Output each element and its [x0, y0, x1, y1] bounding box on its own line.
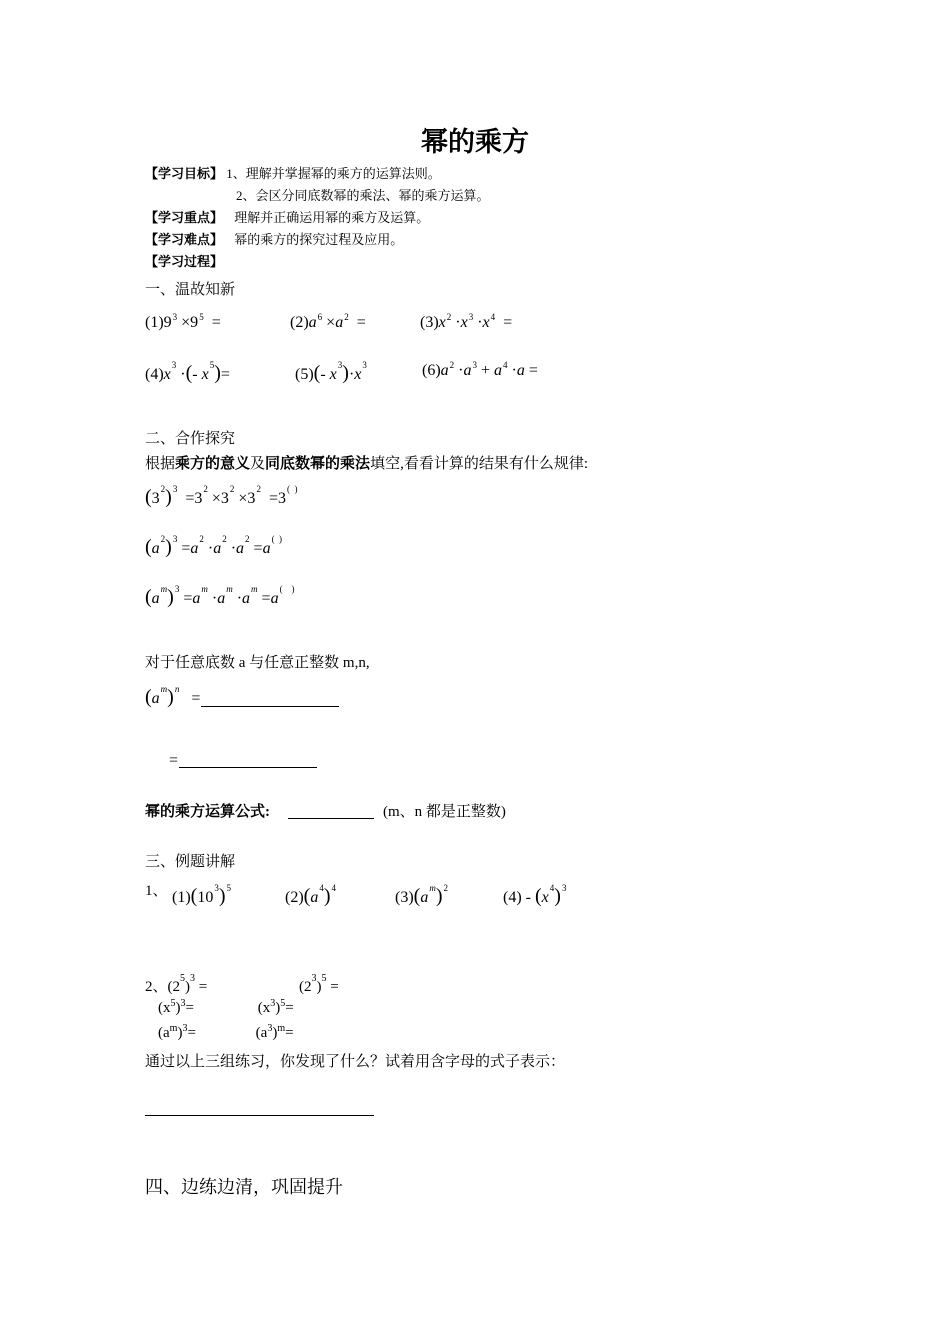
formula-note: (m、n 都是正整数) [383, 804, 506, 820]
goal-1: 1、理解并掌握幂的乘方的运算法则。 [226, 166, 441, 181]
formula-blank[interactable] [288, 818, 374, 819]
learning-focus [145, 207, 429, 229]
explore-row-1: $(3^2)^3 =3^2 \times 3^2 \times 3^2 =3^{( )}$ [145, 484, 298, 508]
general-expression: $(a^m)^n$ = [145, 684, 201, 708]
answer-blank-2[interactable] [179, 767, 317, 768]
focus-label: 【学习重点】 [145, 210, 224, 225]
example2-row-2: $(x^5)^3= (x^3)^5=$ [158, 998, 294, 1016]
example1-a: $(1)(10^3)^5$ [172, 883, 231, 907]
focus-text: 理解并正确运用幂的乘方及运算。 [234, 210, 430, 225]
formula-label: 幂的乘方运算公式: [145, 804, 270, 820]
answer-blank-1[interactable] [201, 706, 339, 707]
difficulty-label: 【学习难点】 [145, 232, 224, 247]
example1-c: $(3)(a^m)^2$ [395, 883, 448, 907]
section4-heading: 四、边练边清，巩固提升 [145, 1177, 343, 1197]
learning-goals [145, 163, 441, 185]
learning-difficulty [145, 229, 403, 251]
formula-line [145, 800, 270, 821]
problem-1: $(1)9^3 \times 9^5$ = [145, 312, 221, 331]
problem-5: (5)(- $x^3)\cdot x^3$ [295, 360, 367, 384]
section1-heading: 一、温故知新 [145, 282, 236, 298]
example1-d: $(4) - (x^4)^3$ [503, 883, 567, 907]
general-statement: 对于任意底数 a 与任意正整数 m,n, [145, 655, 370, 671]
equals-sign: = [169, 752, 179, 769]
example2-row-3: $(a^m)^3= (a^3)^m=$ [158, 1023, 294, 1041]
explore-row-2: $(a^2)^3 =a^2 \cdot a^2 \cdot a^2 =a^{( )}$ [145, 534, 283, 558]
section2-heading: 二、合作探究 [145, 431, 236, 447]
example1-b: $(2)(a^4)^4$ [285, 883, 336, 907]
goal-2: 2、会区分同底数幂的乘法、幂的乘方运算。 [236, 188, 490, 203]
problem-6: $(6)a^2 \cdot a^3 + a^4 \cdot a$ = [422, 360, 538, 379]
example1-label: 1、 [145, 883, 168, 899]
problem-2: $(2)a^6 \times a^2$ = [290, 312, 366, 331]
section2-intro: 根据乘方的意义及同底数幂的乘法填空,看看计算的结果有什么规律: [145, 456, 588, 472]
section3-heading: 三、例题讲解 [145, 854, 236, 870]
process-label: 【学习过程】 [145, 254, 224, 269]
summary-prompt: 通过以上三组练习，你发现了什么？试着用含字母的式子表示： [145, 1054, 566, 1070]
problem-3: $(3)x^2 \cdot x^3 \cdot x^4$ = [420, 312, 513, 331]
difficulty-text: 幂的乘方的探究过程及应用。 [234, 232, 404, 247]
summary-blank[interactable] [145, 1115, 374, 1116]
explore-row-3: $(a^m)^3 =a^m \cdot a^m \cdot a^m =a^{( )}$ [145, 584, 295, 608]
goal-label: 【学习目标】 [145, 166, 224, 181]
problem-4: $(4)x^3$ ·(- $x^5)=$ [145, 360, 230, 384]
example2-row-1: 2、$(2^5)^3 = (2^3)^5$ = [145, 973, 339, 995]
page-title: 幂的乘方 [421, 127, 529, 157]
